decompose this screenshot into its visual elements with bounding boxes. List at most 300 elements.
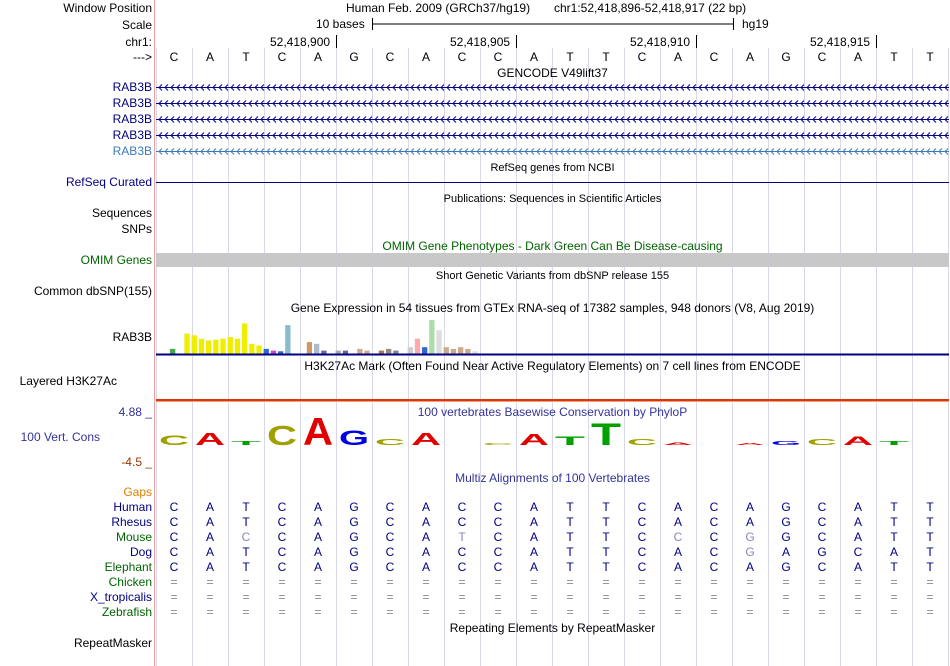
alignment-base: A (889, 545, 898, 559)
alignment-base: A (781, 545, 790, 559)
alignment-base: = (782, 575, 790, 589)
gtex-tissue-bar[interactable] (458, 347, 463, 354)
alignment-base: A (313, 515, 322, 529)
alignment-base: = (242, 605, 250, 619)
gtex-tissue-bar[interactable] (336, 351, 341, 354)
alignment-base: = (782, 605, 790, 619)
track-label-gaps[interactable]: Gaps (123, 485, 152, 499)
base-letter: C (637, 50, 647, 64)
alignment-base: A (853, 560, 862, 574)
alignment-base: T (602, 560, 610, 574)
alignment-base: = (242, 575, 250, 589)
alignment-base: A (313, 530, 322, 544)
refseq-line[interactable] (156, 182, 949, 183)
alignment-base: = (602, 575, 610, 589)
alignment-base: = (890, 605, 898, 619)
alignment-base: = (494, 605, 502, 619)
phylop-logo-letter: A (411, 429, 442, 448)
alignment-base: C (709, 515, 719, 529)
species-label-dog: Dog (129, 545, 152, 559)
alignment-base: A (529, 500, 538, 514)
window-position-value[interactable]: chr1:52,418,896-52,418,917 (22 bp) (554, 1, 747, 15)
phylop-logo-letter: T (231, 440, 263, 447)
alignment-base: G (349, 500, 359, 514)
alignment-base: C (277, 545, 287, 559)
alignment-base: = (854, 575, 862, 589)
gtex-tissue-bar[interactable] (314, 344, 319, 354)
alignment-base: = (530, 605, 538, 619)
phylop-logo-letter: C (483, 442, 513, 446)
species-label-elephant: Elephant (104, 560, 152, 574)
alignment-base: G (349, 515, 359, 529)
alignment-base: G (781, 500, 791, 514)
alignment-base: C (493, 530, 503, 544)
gtex-tissue-bar[interactable] (465, 349, 470, 354)
base-letter: C (277, 50, 287, 64)
phylop-logo-letter: C (807, 438, 838, 447)
alignment-base: = (674, 590, 682, 604)
alignment-base: A (421, 500, 430, 514)
phylop-logo[interactable] (156, 416, 949, 448)
alignment-base: = (386, 605, 394, 619)
alignment-base: = (530, 590, 538, 604)
base-letter: C (169, 50, 179, 64)
alignment-base: A (313, 500, 322, 514)
alignment-base: C (241, 530, 251, 544)
alignment-base: = (926, 590, 934, 604)
alignment-base: = (494, 590, 502, 604)
phylop-logo-letter: A (663, 441, 693, 446)
phylop-logo-letter: G (339, 426, 369, 448)
phylop-title: 100 vertebrates Basewise Conservation by PhyloP (417, 405, 688, 419)
alignment-base: = (242, 590, 250, 604)
coord-1: 52,418,900 (270, 35, 331, 49)
alignment-base: A (205, 545, 214, 559)
alignment-base: = (530, 575, 538, 589)
phylop-logo-letter: C (627, 438, 658, 447)
species-label-zebrafish: Zebrafish (101, 605, 152, 619)
alignment-base: = (206, 605, 214, 619)
alignment-base: = (458, 605, 466, 619)
track-label-h3k27ac[interactable]: Layered H3K27Ac (19, 374, 117, 388)
gtex-tissue-bar[interactable] (220, 339, 225, 354)
base-letter: A (673, 50, 682, 64)
gtex-tissue-bar[interactable] (386, 349, 391, 354)
alignment-base: = (818, 575, 826, 589)
alignment-base: = (386, 590, 394, 604)
alignment-base: T (566, 500, 574, 514)
alignment-base: = (458, 590, 466, 604)
alignment-base: C (277, 530, 287, 544)
coord-3: 52,418,910 (630, 35, 691, 49)
track-label-snps[interactable]: SNPs (121, 222, 152, 236)
base-letter: C (385, 50, 395, 64)
base-letter: C (493, 50, 503, 64)
alignment-base: C (637, 560, 647, 574)
alignment-base: C (493, 545, 503, 559)
alignment-base: C (637, 545, 647, 559)
alignment-base: G (781, 530, 791, 544)
gtex-tissue-bar[interactable] (422, 347, 427, 354)
alignment-base: = (170, 575, 178, 589)
alignment-base: C (385, 560, 395, 574)
alignment-base: G (349, 530, 359, 544)
alignment-base: A (421, 530, 430, 544)
alignment-base: = (818, 590, 826, 604)
gtex-tissue-bar[interactable] (444, 347, 449, 354)
alignment-base: C (169, 515, 179, 529)
alignment-base: = (314, 590, 322, 604)
alignment-base: A (205, 560, 214, 574)
alignment-base: = (890, 575, 898, 589)
label-strand-arrow: ---> (133, 50, 152, 64)
track-label-gtex[interactable]: RAB3B (112, 330, 152, 344)
multiz-title: Multiz Alignments of 100 Vertebrates (455, 471, 650, 485)
alignment-base: T (926, 530, 934, 544)
alignment-base: = (206, 590, 214, 604)
gtex-tissue-bar[interactable] (184, 334, 189, 354)
alignment-base: = (206, 575, 214, 589)
alignment-base: A (421, 545, 430, 559)
phylop-logo-letter: C (159, 432, 190, 448)
alignment-base: T (566, 530, 574, 544)
alignment-base: G (817, 545, 827, 559)
alignment-base: = (890, 590, 898, 604)
alignment-base: C (457, 545, 467, 559)
gtex-tissue-bar[interactable] (235, 339, 240, 354)
alignment-base: = (746, 575, 754, 589)
alignment-base: C (457, 500, 467, 514)
alignment-base: C (817, 515, 827, 529)
base-letter: T (242, 50, 250, 64)
gtex-tissue-bar[interactable] (451, 349, 456, 354)
gtex-tissue-bar[interactable] (393, 351, 398, 354)
alignment-base: = (746, 605, 754, 619)
coord-ticks (0, 34, 950, 50)
track-label-omim[interactable]: OMIM Genes (80, 253, 152, 267)
alignment-base: = (926, 575, 934, 589)
gtex-tissue-bar[interactable] (321, 351, 326, 354)
scale-bar (156, 14, 950, 34)
scale-text: 10 bases (316, 17, 365, 31)
alignment-base: = (422, 605, 430, 619)
repeat-title: Repeating Elements by RepeatMasker (449, 621, 656, 635)
multiz-alignment[interactable] (0, 500, 950, 620)
alignment-base: A (745, 500, 754, 514)
track-label-dbsnp[interactable]: Common dbSNP(155) (33, 284, 152, 298)
dbsnp-title: Short Genetic Variants from dbSNP release 155 (435, 270, 670, 282)
alignment-base: = (854, 590, 862, 604)
label-window-position: Window Position (63, 1, 152, 15)
alignment-base: T (890, 515, 898, 529)
gtex-tissue-bar[interactable] (307, 342, 312, 354)
species-label-rhesus: Rhesus (111, 515, 152, 529)
alignment-base: A (745, 515, 754, 529)
alignment-base: C (709, 560, 719, 574)
base-sequence (0, 50, 950, 65)
refseq-title: RefSeq genes from NCBI (490, 162, 615, 174)
phylop-logo-letter: A (303, 416, 333, 448)
alignment-base: = (350, 575, 358, 589)
alignment-base: = (278, 605, 286, 619)
alignment-base: T (602, 530, 610, 544)
gtex-chart[interactable] (156, 314, 949, 356)
alignment-base: A (313, 545, 322, 559)
alignment-base: C (493, 515, 503, 529)
phylop-logo-letter: A (195, 429, 226, 448)
scale-db: hg19 (742, 17, 769, 31)
alignment-base: T (926, 500, 934, 514)
alignment-base: C (673, 530, 683, 544)
gtex-tissue-bar[interactable] (379, 351, 384, 354)
alignment-base: = (674, 605, 682, 619)
phylop-logo-letter: A (519, 430, 549, 448)
alignment-base: = (674, 575, 682, 589)
omim-title: OMIM Gene Phenotypes - Dark Green Can Be Disease-causing (382, 239, 723, 253)
track-label-rab3b-1[interactable]: RAB3B (112, 80, 152, 94)
track-label-repeatmasker[interactable]: RepeatMasker (73, 636, 152, 650)
alignment-base: A (529, 545, 538, 559)
base-letter: C (709, 50, 719, 64)
track-label-rab3b-4[interactable]: RAB3B (112, 128, 152, 142)
species-label-chicken: Chicken (108, 575, 152, 589)
alignment-base: A (673, 545, 682, 559)
alignment-base: C (277, 500, 287, 514)
alignment-base: = (314, 605, 322, 619)
alignment-base: T (926, 560, 934, 574)
gtex-tissue-bar[interactable] (213, 340, 218, 354)
alignment-base: G (781, 560, 791, 574)
alignment-base: = (566, 575, 574, 589)
gtex-tissue-bar[interactable] (170, 349, 175, 354)
base-letter: A (421, 50, 430, 64)
alignment-base: = (638, 590, 646, 604)
alignment-base: = (386, 575, 394, 589)
base-letter: G (781, 50, 791, 64)
alignment-base: = (710, 590, 718, 604)
gtex-tissue-bar[interactable] (249, 344, 254, 354)
h3k27ac-title: H3K27Ac Mark (Often Found Near Active Regulatory Elements) on 7 cell lines from ENCODE (304, 359, 801, 373)
coord-4: 52,418,915 (810, 35, 871, 49)
alignment-base: = (314, 575, 322, 589)
label-scale: Scale (121, 18, 152, 32)
base-letter: C (817, 50, 827, 64)
alignment-base: G (349, 545, 359, 559)
gtex-tissue-bar[interactable] (357, 349, 362, 354)
alignment-base: = (710, 605, 718, 619)
alignment-base: A (529, 515, 538, 529)
alignment-base: = (782, 590, 790, 604)
alignment-base: A (205, 500, 214, 514)
base-letter: A (205, 50, 214, 64)
phylop-logo-letter: C (267, 420, 297, 448)
alignment-base: A (673, 515, 682, 529)
alignment-base: = (746, 590, 754, 604)
alignment-base: = (422, 575, 430, 589)
base-letter: G (349, 50, 359, 64)
alignment-base: C (385, 530, 395, 544)
label-chr: chr1: (125, 35, 152, 49)
pubs-title: Publications: Sequences in Scientific Articles (443, 193, 662, 205)
alignment-base: A (205, 515, 214, 529)
alignment-base: C (385, 545, 395, 559)
alignment-base: = (278, 590, 286, 604)
alignment-base: = (602, 605, 610, 619)
alignment-base: G (781, 515, 791, 529)
alignment-base: = (926, 605, 934, 619)
alignment-base: = (638, 605, 646, 619)
alignment-base: A (421, 560, 430, 574)
phylop-logo-letter: A (735, 442, 765, 446)
alignment-base: C (277, 560, 287, 574)
alignment-base: = (458, 575, 466, 589)
coord-2: 52,418,905 (450, 35, 511, 49)
alignment-base: A (529, 530, 538, 544)
alignment-base: T (242, 560, 250, 574)
alignment-base: C (457, 515, 467, 529)
omim-bar[interactable] (156, 253, 949, 267)
gtex-tissue-bar[interactable] (199, 339, 204, 354)
alignment-base: T (458, 530, 466, 544)
phylop-logo-letter: C (375, 438, 406, 447)
base-letter: C (457, 50, 467, 64)
h3k27ac-signal-2 (156, 401, 949, 402)
alignment-base: T (890, 560, 898, 574)
alignment-base: A (853, 500, 862, 514)
alignment-base: = (818, 605, 826, 619)
alignment-base: G (745, 545, 755, 559)
alignment-base: T (602, 545, 610, 559)
alignment-base: C (709, 500, 719, 514)
gtex-tissue-bar[interactable] (228, 337, 233, 354)
alignment-base: = (566, 590, 574, 604)
alignment-base: C (169, 500, 179, 514)
track-label-rab3b-5[interactable]: RAB3B (112, 144, 152, 158)
gtex-tissue-bar[interactable] (192, 335, 197, 354)
alignment-base: C (637, 515, 647, 529)
alignment-base: C (457, 560, 467, 574)
track-label-rab3b-2[interactable]: RAB3B (112, 96, 152, 110)
gtex-tissue-bar[interactable] (436, 330, 441, 354)
gtex-tissue-bar[interactable] (343, 351, 348, 354)
gtex-tissue-bar[interactable] (429, 320, 434, 354)
alignment-base: A (529, 560, 538, 574)
alignment-base: A (853, 530, 862, 544)
alignment-base: = (170, 605, 178, 619)
alignment-base: C (385, 500, 395, 514)
alignment-base: C (817, 500, 827, 514)
gencode-title: GENCODE V49lift37 (497, 66, 608, 80)
phylop-logo-letter: A (843, 434, 874, 448)
alignment-base: = (854, 605, 862, 619)
alignment-base: C (169, 560, 179, 574)
gtex-tissue-bar[interactable] (271, 351, 276, 354)
track-label-refseq[interactable]: RefSeq Curated (65, 175, 152, 189)
base-letter: A (529, 50, 538, 64)
base-letter: A (853, 50, 862, 64)
gtex-tissue-bar[interactable] (256, 346, 261, 355)
alignment-base: = (350, 590, 358, 604)
alignment-base: T (890, 530, 898, 544)
base-letter: T (566, 50, 574, 64)
alignment-base: T (602, 500, 610, 514)
alignment-base: = (350, 605, 358, 619)
alignment-base: T (566, 515, 574, 529)
alignment-base: T (566, 560, 574, 574)
gtex-tissue-bar[interactable] (364, 351, 369, 354)
gtex-tissue-bar[interactable] (242, 323, 247, 354)
alignment-base: C (637, 530, 647, 544)
alignment-base: C (817, 560, 827, 574)
track-label-rab3b-3[interactable]: RAB3B (112, 112, 152, 126)
alignment-base: T (890, 500, 898, 514)
alignment-base: = (494, 575, 502, 589)
alignment-base: A (205, 530, 214, 544)
gtex-tissue-bar[interactable] (285, 325, 290, 354)
gtex-tissue-bar[interactable] (206, 340, 211, 354)
alignment-base: = (602, 590, 610, 604)
alignment-base: C (277, 515, 287, 529)
gtex-tissue-bar[interactable] (415, 339, 420, 354)
alignment-base: T (242, 545, 250, 559)
phylop-max-value: 4.88 _ (118, 405, 152, 419)
alignment-base: C (817, 530, 827, 544)
base-letter: T (890, 50, 898, 64)
alignment-base: T (242, 500, 250, 514)
alignment-base: T (926, 515, 934, 529)
alignment-base: C (709, 545, 719, 559)
alignment-base: C (169, 545, 179, 559)
species-label-x-tropicalis: X_tropicalis (89, 590, 152, 604)
alignment-base: C (493, 560, 503, 574)
alignment-base: = (170, 590, 178, 604)
alignment-base: A (853, 515, 862, 529)
track-label-cons[interactable]: 100 Vert. Cons (20, 430, 100, 444)
alignment-base: C (493, 500, 503, 514)
assembly-title: Human Feb. 2009 (GRCh37/hg19) (346, 1, 531, 15)
alignment-base: C (169, 530, 179, 544)
alignment-base: = (638, 575, 646, 589)
alignment-base: = (710, 575, 718, 589)
phylop-logo-letter: T (591, 417, 621, 448)
gencode-transcripts[interactable] (156, 80, 949, 160)
gtex-tissue-bar[interactable] (264, 349, 269, 354)
track-label-sequences[interactable]: Sequences (91, 206, 152, 220)
gtex-title: Gene Expression in 54 tissues from GTEx RNA-seq of 17382 samples, 948 donors (V8, Aug 2019) (290, 301, 815, 315)
alignment-base: T (602, 515, 610, 529)
alignment-base: C (637, 500, 647, 514)
phylop-logo-letter: T (555, 434, 585, 448)
base-letter: T (926, 50, 934, 64)
alignment-base: A (673, 560, 682, 574)
alignment-base: = (422, 590, 430, 604)
alignment-base: A (673, 500, 682, 514)
alignment-base: G (745, 530, 755, 544)
alignment-base: = (566, 605, 574, 619)
base-letter: A (745, 50, 754, 64)
alignment-base: A (313, 560, 322, 574)
alignment-base: T (242, 515, 250, 529)
species-label-mouse: Mouse (115, 530, 152, 544)
alignment-base: A (421, 515, 430, 529)
alignment-base: C (385, 515, 395, 529)
phylop-min-value: -4.5 _ (121, 455, 152, 469)
base-letter: A (313, 50, 322, 64)
alignment-base: C (853, 545, 863, 559)
alignment-base: C (709, 530, 719, 544)
gtex-tissue-bar[interactable] (408, 347, 413, 354)
species-label-human: Human (113, 500, 152, 514)
